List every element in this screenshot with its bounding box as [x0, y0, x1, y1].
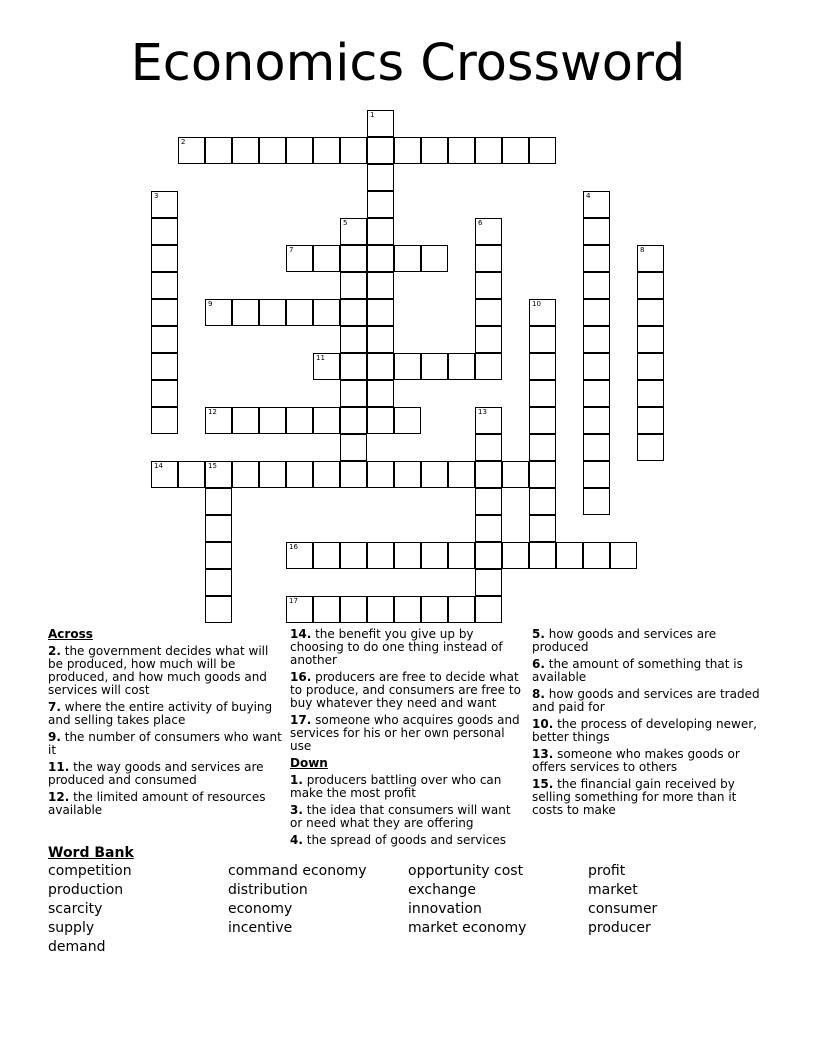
grid-cell[interactable]	[340, 218, 367, 245]
clue-across-12: 12. the limited amount of resources available	[48, 790, 266, 817]
grid-cell[interactable]	[151, 407, 178, 434]
grid-cell[interactable]	[556, 542, 583, 569]
clues-column-3	[532, 628, 768, 821]
grid-cell[interactable]	[151, 191, 178, 218]
grid-cell[interactable]	[421, 245, 448, 272]
grid-cell[interactable]	[367, 137, 394, 164]
grid-cell[interactable]	[475, 218, 502, 245]
grid-cell[interactable]	[529, 434, 556, 461]
grid-cell[interactable]	[529, 542, 556, 569]
grid-cell[interactable]	[394, 461, 421, 488]
clue-number: 15	[208, 462, 217, 470]
clue-number: 3	[154, 192, 159, 200]
grid-cell[interactable]	[205, 515, 232, 542]
grid-cell[interactable]	[529, 515, 556, 542]
grid-cell[interactable]	[475, 326, 502, 353]
grid-cell[interactable]	[367, 191, 394, 218]
word-bank-item: distribution	[228, 882, 308, 898]
grid-cell[interactable]	[637, 353, 664, 380]
grid-cell[interactable]	[583, 407, 610, 434]
clue-number: 4	[586, 192, 591, 200]
grid-cell[interactable]	[421, 596, 448, 623]
clue-across-9: 9. the number of consumers who want it	[48, 730, 282, 757]
grid-cell[interactable]	[637, 380, 664, 407]
grid-cell[interactable]	[475, 515, 502, 542]
clue-number: 2	[181, 138, 186, 146]
grid-cell[interactable]	[475, 596, 502, 623]
clue-down-5: 5. how goods and services are produced	[532, 627, 717, 654]
grid-cell[interactable]	[529, 488, 556, 515]
grid-cell[interactable]	[151, 299, 178, 326]
clue-number: 10	[532, 300, 541, 308]
grid-cell[interactable]	[232, 299, 259, 326]
grid-cell[interactable]	[151, 218, 178, 245]
grid-cell[interactable]	[151, 461, 178, 488]
grid-cell[interactable]	[286, 542, 313, 569]
grid-cell[interactable]	[151, 245, 178, 272]
grid-cell[interactable]	[367, 110, 394, 137]
clue-number: 5	[343, 219, 348, 227]
word-bank-item: producer	[588, 920, 651, 936]
grid-cell[interactable]	[448, 542, 475, 569]
word-bank-item: consumer	[588, 901, 658, 917]
grid-cell[interactable]	[313, 461, 340, 488]
grid-cell[interactable]	[448, 461, 475, 488]
grid-cell[interactable]	[583, 461, 610, 488]
grid-cell[interactable]	[286, 596, 313, 623]
grid-cell[interactable]	[232, 461, 259, 488]
grid-cell[interactable]	[583, 434, 610, 461]
grid-cell[interactable]	[583, 542, 610, 569]
grid-cell[interactable]	[610, 542, 637, 569]
clue-down-6: 6. the amount of something that is available	[532, 657, 743, 684]
grid-cell[interactable]	[151, 272, 178, 299]
grid-cell[interactable]	[286, 461, 313, 488]
word-bank-item: innovation	[408, 901, 482, 917]
grid-cell[interactable]	[421, 461, 448, 488]
word-bank-item: exchange	[408, 882, 476, 898]
grid-cell[interactable]	[637, 434, 664, 461]
grid-cell[interactable]	[583, 380, 610, 407]
clue-down-8: 8. how goods and services are traded and paid for	[532, 687, 760, 714]
clue-down-3: 3. the idea that consumers will want or need what they are offering	[290, 803, 511, 830]
grid-cell[interactable]	[637, 245, 664, 272]
grid-cell[interactable]	[583, 353, 610, 380]
grid-cell[interactable]	[313, 596, 340, 623]
grid-cell[interactable]	[340, 461, 367, 488]
clue-down-1: 1. producers battling over who can make the most profit	[290, 773, 502, 800]
word-bank-item: economy	[228, 901, 293, 917]
clue-across-2: 2. the government decides what will be produced, how much will be produced, and how much goods and services will cost	[48, 644, 269, 697]
grid-cell[interactable]	[286, 407, 313, 434]
grid-cell[interactable]	[340, 407, 367, 434]
grid-cell[interactable]	[583, 272, 610, 299]
word-bank-item: scarcity	[48, 901, 103, 917]
grid-cell[interactable]	[448, 137, 475, 164]
grid-cell[interactable]	[367, 299, 394, 326]
grid-cell[interactable]	[475, 434, 502, 461]
grid-cell[interactable]	[259, 461, 286, 488]
grid-cell[interactable]	[529, 380, 556, 407]
grid-cell[interactable]	[313, 245, 340, 272]
grid-cell[interactable]	[367, 245, 394, 272]
grid-cell[interactable]	[529, 407, 556, 434]
clue-number: 6	[478, 219, 483, 227]
grid-cell[interactable]	[637, 326, 664, 353]
grid-cell[interactable]	[205, 596, 232, 623]
grid-cell[interactable]	[583, 245, 610, 272]
grid-cell[interactable]	[475, 488, 502, 515]
grid-cell[interactable]	[367, 542, 394, 569]
grid-cell[interactable]	[367, 326, 394, 353]
word-bank-item: competition	[48, 863, 132, 879]
down-heading: Down	[290, 756, 328, 770]
grid-cell[interactable]	[394, 407, 421, 434]
grid-cell[interactable]	[259, 137, 286, 164]
clues-column-1	[48, 628, 284, 821]
grid-cell[interactable]	[313, 299, 340, 326]
grid-cell[interactable]	[394, 542, 421, 569]
grid-cell[interactable]	[475, 272, 502, 299]
grid-cell[interactable]	[205, 542, 232, 569]
grid-cell[interactable]	[367, 407, 394, 434]
across-heading: Across	[48, 627, 93, 641]
grid-cell[interactable]	[286, 245, 313, 272]
clue-across-11: 11. the way goods and services are produced and consumed	[48, 760, 264, 787]
grid-cell[interactable]	[475, 542, 502, 569]
grid-cell[interactable]	[259, 299, 286, 326]
grid-cell[interactable]	[448, 596, 475, 623]
grid-cell[interactable]	[205, 407, 232, 434]
clue-across-17: 17. someone who acquires goods and services for his or her own personal use	[290, 713, 520, 753]
grid-cell[interactable]	[340, 353, 367, 380]
grid-cell[interactable]	[529, 299, 556, 326]
word-bank-item: market	[588, 882, 638, 898]
grid-cell[interactable]	[583, 326, 610, 353]
grid-cell[interactable]	[286, 299, 313, 326]
clue-number: 16	[289, 543, 298, 551]
clue-down-10: 10. the process of developing newer, better things	[532, 717, 757, 744]
grid-cell[interactable]	[394, 137, 421, 164]
grid-cell[interactable]	[448, 353, 475, 380]
clues-column-2	[290, 628, 526, 851]
grid-cell[interactable]	[340, 245, 367, 272]
clue-number: 12	[208, 408, 217, 416]
grid-cell[interactable]	[151, 380, 178, 407]
grid-cell[interactable]	[340, 542, 367, 569]
grid-cell[interactable]	[475, 245, 502, 272]
grid-cell[interactable]	[367, 380, 394, 407]
clue-down-15: 15. the financial gain received by selling something for more than it costs to make	[532, 777, 737, 817]
word-bank-item: opportunity cost	[408, 863, 524, 879]
clue-number: 13	[478, 408, 487, 416]
grid-cell[interactable]	[340, 326, 367, 353]
grid-cell[interactable]	[151, 353, 178, 380]
grid-cell[interactable]	[502, 461, 529, 488]
clue-number: 1	[370, 111, 375, 119]
grid-cell[interactable]	[583, 488, 610, 515]
word-bank-item: demand	[48, 939, 106, 955]
grid-cell[interactable]	[178, 137, 205, 164]
grid-cell[interactable]	[583, 218, 610, 245]
grid-cell[interactable]	[205, 461, 232, 488]
grid-cell[interactable]	[232, 407, 259, 434]
grid-cell[interactable]	[340, 272, 367, 299]
grid-cell[interactable]	[529, 137, 556, 164]
grid-cell[interactable]	[367, 218, 394, 245]
grid-cell[interactable]	[421, 542, 448, 569]
grid-cell[interactable]	[394, 353, 421, 380]
grid-cell[interactable]	[502, 137, 529, 164]
grid-cell[interactable]	[475, 461, 502, 488]
clue-down-13: 13. someone who makes goods or offers services to others	[532, 747, 740, 774]
grid-cell[interactable]	[340, 434, 367, 461]
grid-cell[interactable]	[475, 407, 502, 434]
grid-cell[interactable]	[394, 245, 421, 272]
word-bank-item: supply	[48, 920, 95, 936]
clue-number: 17	[289, 597, 298, 605]
clue-number: 9	[208, 300, 213, 308]
grid-cell[interactable]	[151, 326, 178, 353]
grid-cell[interactable]	[313, 353, 340, 380]
grid-cell[interactable]	[529, 461, 556, 488]
grid-cell[interactable]	[205, 299, 232, 326]
clue-across-16: 16. producers are free to decide what to produce, and consumers are free to buy whatever they need and want	[290, 670, 521, 710]
grid-cell[interactable]	[394, 596, 421, 623]
word-bank-item: incentive	[228, 920, 293, 936]
grid-cell[interactable]	[286, 137, 313, 164]
word-bank-item: profit	[588, 863, 626, 879]
word-bank-heading: Word Bank	[48, 845, 134, 861]
grid-cell[interactable]	[367, 272, 394, 299]
clue-across-14: 14. the benefit you give up by choosing to do one thing instead of another	[290, 627, 503, 667]
word-bank-item: market economy	[408, 920, 527, 936]
page-title: Economics Crossword	[130, 34, 686, 93]
grid-cell[interactable]	[205, 569, 232, 596]
grid-cell[interactable]	[475, 569, 502, 596]
grid-cell[interactable]	[637, 299, 664, 326]
grid-cell[interactable]	[313, 407, 340, 434]
grid-cell[interactable]	[637, 407, 664, 434]
grid-cell[interactable]	[475, 137, 502, 164]
grid-cell[interactable]	[421, 137, 448, 164]
grid-cell[interactable]	[205, 137, 232, 164]
grid-cell[interactable]	[583, 191, 610, 218]
grid-cell[interactable]	[178, 461, 205, 488]
grid-cell[interactable]	[340, 137, 367, 164]
grid-cell[interactable]	[529, 326, 556, 353]
grid-cell[interactable]	[637, 272, 664, 299]
grid-cell[interactable]	[421, 353, 448, 380]
grid-cell[interactable]	[313, 542, 340, 569]
grid-cell[interactable]	[529, 353, 556, 380]
grid-cell[interactable]	[367, 353, 394, 380]
grid-cell[interactable]	[367, 164, 394, 191]
word-bank-item: command economy	[228, 863, 367, 879]
clue-down-4: 4. the spread of goods and services	[290, 833, 506, 847]
grid-cell[interactable]	[367, 596, 394, 623]
grid-cell[interactable]	[340, 596, 367, 623]
clue-number: 14	[154, 462, 163, 470]
grid-cell[interactable]	[340, 380, 367, 407]
grid-cell[interactable]	[313, 137, 340, 164]
grid-cell[interactable]	[259, 407, 286, 434]
word-bank-item: production	[48, 882, 124, 898]
grid-cell[interactable]	[340, 299, 367, 326]
clue-across-7: 7. where the entire activity of buying and selling takes place	[48, 700, 273, 727]
grid-cell[interactable]	[205, 488, 232, 515]
grid-cell[interactable]	[475, 353, 502, 380]
grid-cell[interactable]	[367, 461, 394, 488]
clue-number: 11	[316, 354, 325, 362]
grid-cell[interactable]	[502, 542, 529, 569]
clue-number: 7	[289, 246, 294, 254]
grid-cell[interactable]	[232, 137, 259, 164]
clue-number: 8	[640, 246, 645, 254]
grid-cell[interactable]	[583, 299, 610, 326]
grid-cell[interactable]	[475, 299, 502, 326]
